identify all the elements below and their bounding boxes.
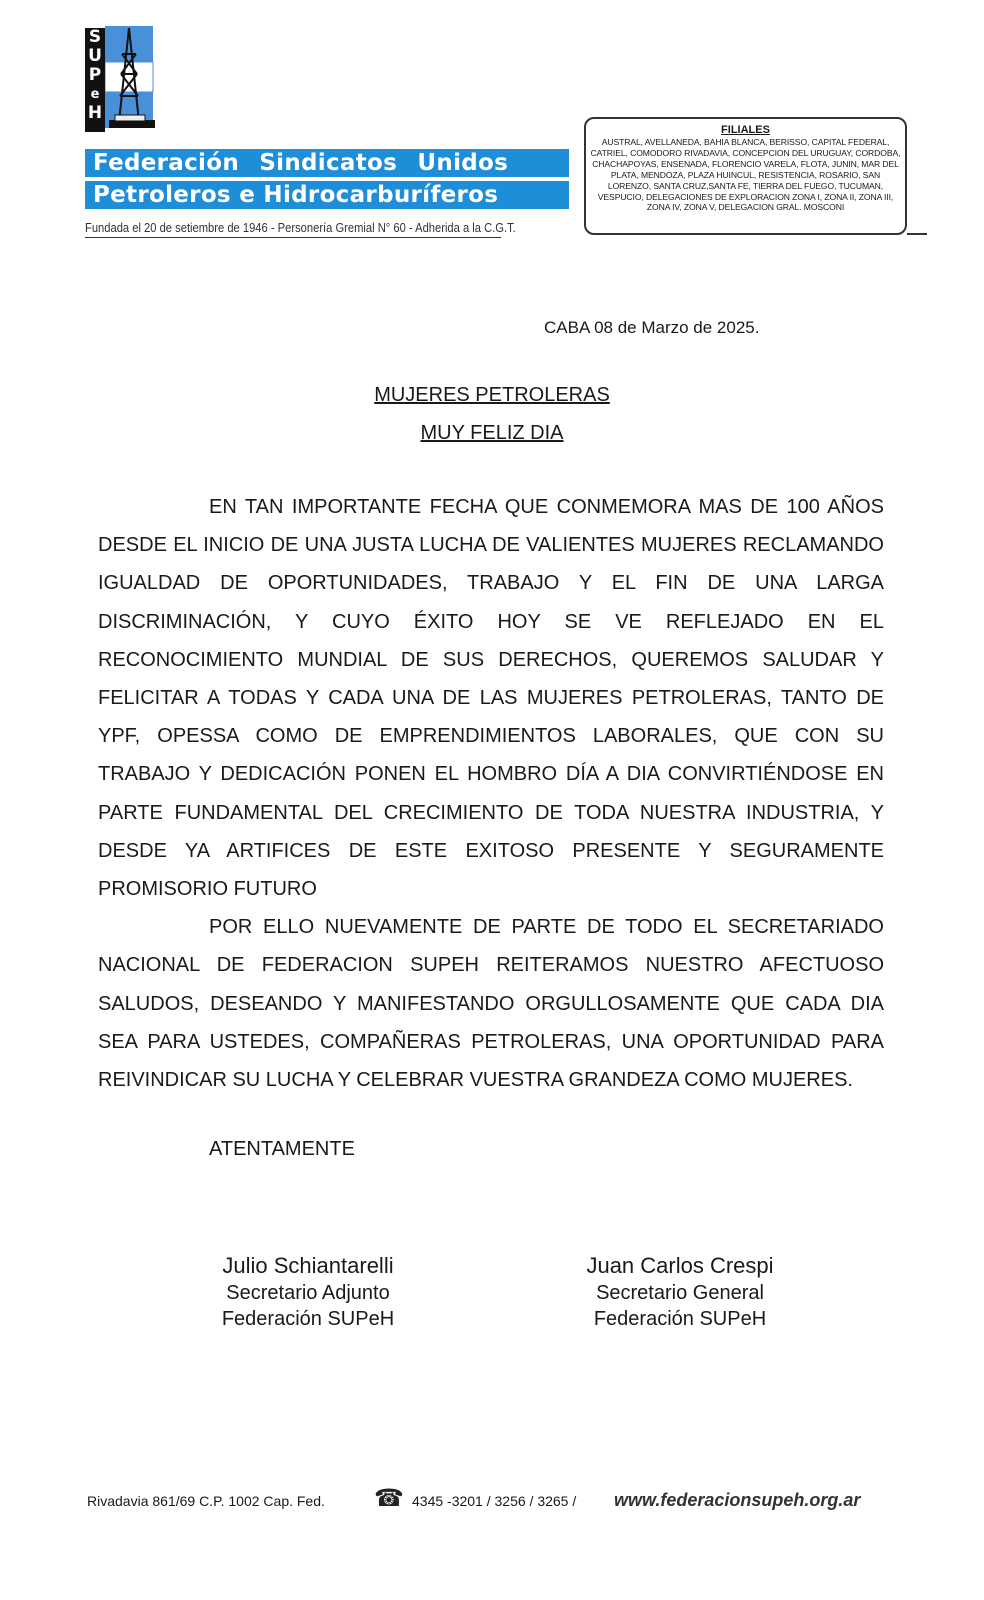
- logo-letters: S U P e H: [85, 28, 105, 132]
- signatory-role: Secretario General: [596, 1282, 764, 1304]
- supeh-logo: [85, 24, 157, 134]
- founded-line: Fundada el 20 de setiembre de 1946 - Personería Gremial N° 60 - Adherida a la C.G.T.: [85, 220, 501, 238]
- footer-website: www.federacionsupeh.org.ar: [614, 1490, 861, 1510]
- signatory-name: Juan Carlos Crespi: [586, 1253, 774, 1278]
- telephone-icon: ☎: [374, 1485, 404, 1512]
- filiales-title: FILIALES: [721, 124, 770, 136]
- footer-phones: 4345 -3201 / 3256 / 3265 /: [412, 1493, 577, 1509]
- paragraph-1: EN TAN IMPORTANTE FECHA QUE CONMEMORA MAS DE 100 AÑOS DESDE EL INICIO DE UNA JUSTA LUCHA DE VALIENTES MUJERES RECLAMANDO IGUALDAD DE OPORTUNIDADES, TRABAJO Y EL FIN DE UNA LARGA DISCRIMINACIÓN, Y CUYO ÉXITO HOY SE VE REFLEJADO EN EL RECONOCIMIENTO MUNDIAL DE SUS DERECHOS, QUEREMOS SALUDAR Y FELICITAR A TODAS Y CADA UNA DE LAS MUJERES PETROLERAS, TANTO DE YPF, OPESSA COMO DE EMPRENDIMIENTOS LABORALES, QUE CON SU TRABAJO Y DEDICACIÓN PONEN EL HOMBRO DÍA A DIA CONVIRTIÉNDOSE EN PARTE FUNDAMENTAL DEL CRECIMIENTO DE TODA NUESTRA INDUSTRIA, Y DESDE YA ARTIFICES DE ESTE EXITOSO PRESENTE Y SEGURAMENTE PROMISORIO FUTURO: [98, 496, 884, 901]
- letter-date: CABA 08 de Marzo de 2025.: [544, 318, 760, 337]
- filiales-box: [584, 117, 907, 235]
- letter-title: MUJERES PETROLERAS: [374, 384, 610, 406]
- signatory-org: Federación SUPeH: [221, 1308, 395, 1330]
- signature-block-adjunto: [196, 1252, 420, 1332]
- signatory-role: Secretario Adjunto: [226, 1282, 390, 1304]
- closing: ATENTAMENTE: [209, 1138, 355, 1160]
- filiales-divider: [907, 233, 927, 235]
- letter-body: [98, 488, 884, 1099]
- paragraph-2: POR ELLO NUEVAMENTE DE PARTE DE TODO EL SECRETARIADO NACIONAL DE FEDERACION SUPEH REITERAMOS NUESTRO AFECTUOSO SALUDOS, DESEANDO Y MANIFESTANDO ORGULLOSAMENTE QUE CADA DIA SEA PARA USTEDES, COMPAÑERAS PETROLERAS, UNA OPORTUNIDAD PARA REIVINDICAR SU LUCHA Y CELEBRAR VUESTRA GRANDEZA COMO MUJERES.: [98, 916, 884, 1092]
- footer-address: Rivadavia 861/69 C.P. 1002 Cap. Fed.: [87, 1493, 325, 1509]
- banner-line-1: Federación Sindicatos Unidos: [85, 149, 569, 177]
- filiales-list: AUSTRAL, AVELLANEDA, BAHIA BLANCA, BERISSO, CAPITAL FEDERAL, CATRIEL, COMODORO RIVADAVIA, CONCEPCION DEL URUGUAY, CORDOBA, CHACHAPOYAS, ENSENADA, FLORENCIO VARELA, FLOTA, JUNIN, MAR DEL PLATA, MENDOZA, PLAZA HUINCUL, RESISTENCIA, ROSARIO, SAN LORENZO, SANTA CRUZ,SANTA FE, TIERRA DEL FUEGO, TUCUMAN, VESPUCIO, DELEGACIONES DE EXPLORACION ZONA I, ZONA II, ZONA III, ZONA IV, ZONA V, DELEGACION GRAL. MOSCONI: [590, 137, 901, 213]
- footer: [87, 1484, 887, 1520]
- signatory-name: Julio Schiantarelli: [222, 1253, 394, 1278]
- letter-subtitle: MUY FELIZ DIA: [420, 422, 564, 444]
- signatory-org: Federación SUPeH: [593, 1308, 767, 1330]
- signature-block-general: [562, 1252, 798, 1332]
- banner-line-2: Petroleros e Hidrocarburíferos: [85, 181, 569, 209]
